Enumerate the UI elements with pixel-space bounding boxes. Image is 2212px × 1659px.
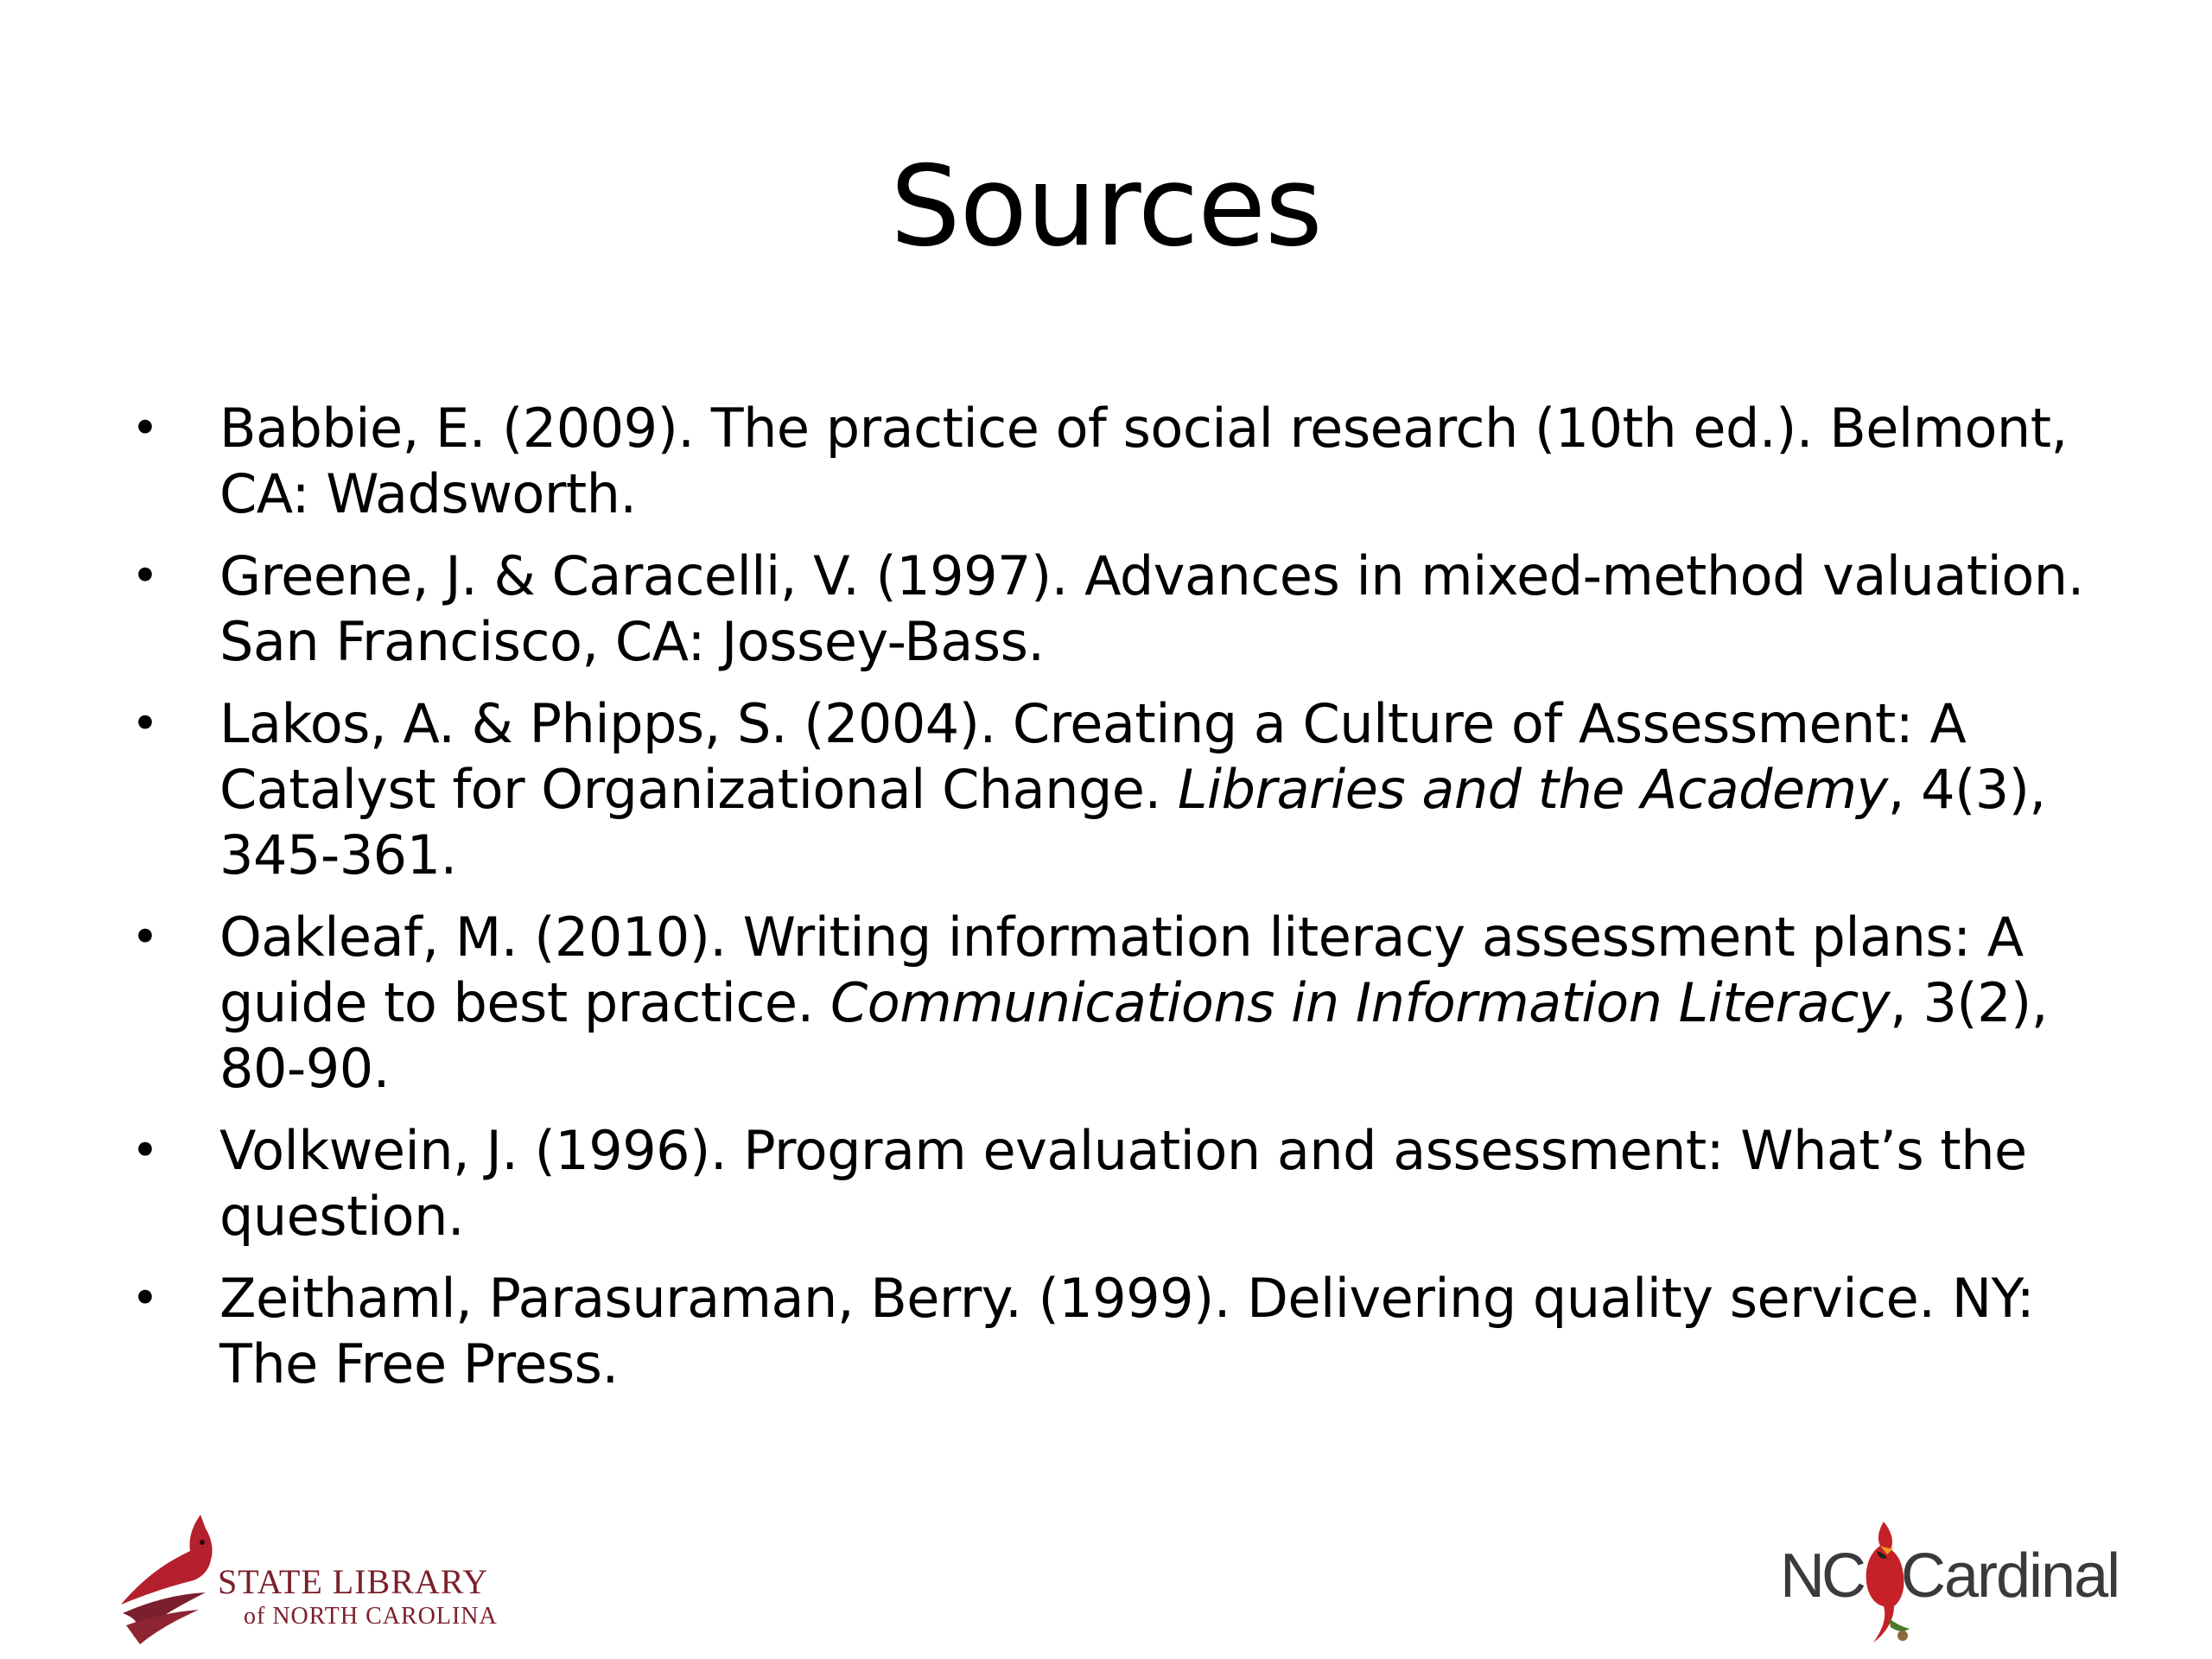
- cardinal-swoosh-icon: [116, 1508, 228, 1646]
- bullet: •: [131, 910, 159, 964]
- reference-text: [219, 692, 2046, 887]
- bullet: •: [131, 549, 159, 603]
- bullet: •: [131, 1271, 159, 1325]
- state-library-name: STATE LIBRARY: [218, 1562, 489, 1601]
- reference-item: [130, 905, 2117, 1102]
- reference-details: , 3(2), 80-90.: [219, 971, 2048, 1100]
- reference-journal: Communications in Information Literacy: [830, 971, 1891, 1034]
- nc-cardinal-word: Cardinal: [1901, 1541, 2120, 1611]
- reference-text: [219, 1267, 2034, 1395]
- reference-item: [130, 543, 2117, 675]
- reference-item: [130, 691, 2117, 888]
- reference-body: Babbie, E. (2009). The practice of social research (10th ed.). Belmont, CA: Wadsworth.: [219, 397, 2068, 525]
- reference-body: Volkwein, J. (1996). Program evaluation and assessment: What’s the question.: [219, 1119, 2027, 1248]
- bullet: •: [131, 401, 159, 455]
- nc-cardinal-logo: [1780, 1516, 2120, 1646]
- reference-journal: Libraries and the Academy: [1177, 758, 1888, 821]
- reference-text: [219, 544, 2084, 673]
- reference-text: [219, 397, 2068, 525]
- slide-title: Sources: [890, 143, 1322, 271]
- reference-list: [130, 396, 2117, 1414]
- reference-text: [219, 1119, 2027, 1248]
- reference-text: [219, 906, 2048, 1100]
- reference-body: Oakleaf, M. (2010). Writing information literacy assessment plans: A guide to best practice.: [219, 906, 2024, 1034]
- reference-body: Greene, J. & Caracelli, V. (1997). Advances in mixed-method valuation. San Francisco, CA: Jossey-Bass.: [219, 544, 2084, 673]
- reference-item: [130, 1266, 2117, 1397]
- reference-body: Zeithaml, Parasuraman, Berry. (1999). Delivering quality service. NY: The Free Press.: [219, 1267, 2035, 1395]
- bullet: •: [131, 1123, 159, 1178]
- reference-item: [130, 396, 2117, 527]
- reference-details: , 4(3), 345-361.: [219, 758, 2046, 887]
- state-library-subtitle: of NORTH CAROLINA: [244, 1603, 498, 1630]
- nc-cardinal-nc: NC: [1780, 1541, 1863, 1611]
- bullet: •: [131, 696, 159, 751]
- reference-body: Lakos, A. & Phipps, S. (2004). Creating a Culture of Assessment: A Catalyst for Organizational Change.: [219, 692, 1967, 821]
- state-library-logo: [116, 1508, 522, 1646]
- reference-item: [130, 1118, 2117, 1249]
